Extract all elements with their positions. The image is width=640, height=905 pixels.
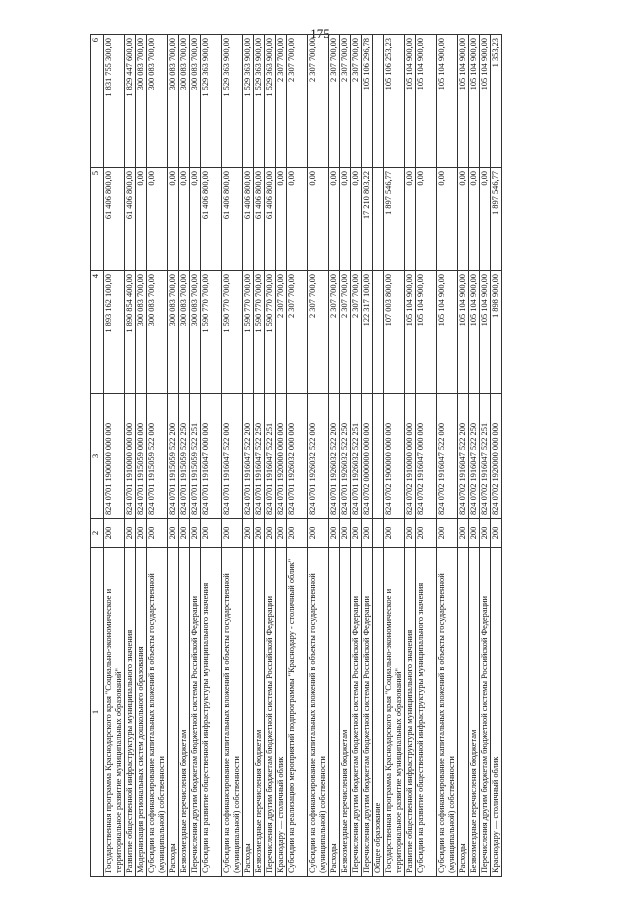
row-name-cell: Развитие общественной инфраструктуры муниципального значения: [405, 548, 416, 877]
row-kbk-cell: 824 0702 1916047 000 000: [416, 394, 437, 519]
row-kbk-cell: 824 0701 1926032 522 251: [351, 394, 362, 519]
row-amount-cell: 2 307 700,00: [340, 271, 351, 394]
row-amount-cell: 2 307 700,00: [329, 271, 340, 394]
table-row: [125, 35, 136, 877]
table-row: [491, 35, 502, 877]
row-result-cell: 300 083 700,00: [190, 35, 201, 168]
row-code-cell: 200: [362, 519, 373, 548]
row-kbk-cell: 824 0702 1910000 000 000: [405, 394, 416, 519]
row-code-cell: 200: [147, 519, 168, 548]
table-row: [373, 35, 384, 877]
row-code-cell: 200: [469, 519, 480, 548]
row-code-cell: 200: [265, 519, 276, 548]
row-kbk-cell: 824 0701 1915059 522 200: [168, 394, 179, 519]
row-result-cell: 1 831 755 300,00: [104, 35, 125, 168]
row-amount-cell: 300 083 700,00: [168, 271, 179, 394]
row-change-cell: 0,00: [308, 168, 329, 271]
table-row: [147, 35, 168, 877]
row-change-cell: 0,00: [276, 168, 287, 271]
table-row: [308, 35, 329, 877]
row-name-cell: Перечисления другим бюджетам бюджетной системы Российской Федерации: [351, 548, 362, 877]
row-code-cell: 200: [168, 519, 179, 548]
column-header-3: 3: [91, 394, 104, 519]
table-row: [287, 35, 308, 877]
table-row: [329, 35, 340, 877]
row-code-cell: 200: [329, 519, 340, 548]
row-result-cell: 300 083 700,00: [179, 35, 190, 168]
row-change-cell: 0,00: [179, 168, 190, 271]
row-name-cell: Расходы: [243, 548, 254, 877]
row-kbk-cell: 824 0701 1916047 522 200: [243, 394, 254, 519]
row-result-cell: [373, 35, 384, 168]
row-change-cell: 1 897 546,77: [384, 168, 405, 271]
row-name-cell: Краснодару — столичный облик: [276, 548, 287, 877]
row-result-cell: 2 307 700,00: [351, 35, 362, 168]
row-result-cell: 105 106 253,23: [384, 35, 405, 168]
row-amount-cell: 105 104 900,00: [416, 271, 437, 394]
row-amount-cell: 105 104 900,00: [469, 271, 480, 394]
row-change-cell: 61 406 800,00: [254, 168, 265, 271]
row-kbk-cell: 824 0701 1915059 522 251: [190, 394, 201, 519]
row-code-cell: 200: [287, 519, 308, 548]
row-name-cell: Безвозмездные перечисления бюджетам: [340, 548, 351, 877]
table-row: [265, 35, 276, 877]
row-amount-cell: 1 590 770 700,00: [243, 271, 254, 394]
row-kbk-cell: 824 0702 1920000 000 000: [491, 394, 502, 519]
row-result-cell: 1 829 447 600,00: [125, 35, 136, 168]
table-row: [416, 35, 437, 877]
row-code-cell: 200: [480, 519, 491, 548]
row-name-cell: Безвозмездные перечисления бюджетам: [469, 548, 480, 877]
column-header-2: 2: [91, 519, 104, 548]
row-code-cell: 200: [458, 519, 469, 548]
row-name-cell: Субсидии на софинансирование капитальных вложений в объекты государственной (муниципальной) собственности: [147, 548, 168, 877]
row-code-cell: 200: [351, 519, 362, 548]
table-row: [437, 35, 458, 877]
row-kbk-cell: 824 0702 1916047 522 250: [469, 394, 480, 519]
row-kbk-cell: 824 0701 1910000 000 000: [125, 394, 136, 519]
row-kbk-cell: 824 0701 1916047 522 250: [254, 394, 265, 519]
row-result-cell: 1 353,23: [491, 35, 502, 168]
row-result-cell: 105 104 900,00: [416, 35, 437, 168]
row-change-cell: 0,00: [287, 168, 308, 271]
row-amount-cell: 1 590 770 700,00: [254, 271, 265, 394]
page-number: 175: [310, 26, 330, 41]
row-result-cell: 2 307 700,00: [276, 35, 287, 168]
row-change-cell: 0,00: [329, 168, 340, 271]
row-amount-cell: 122 317 100,00: [362, 271, 373, 394]
table-row: [362, 35, 373, 877]
row-code-cell: 200: [179, 519, 190, 548]
row-result-cell: 300 083 700,00: [147, 35, 168, 168]
row-change-cell: 0,00: [351, 168, 362, 271]
row-result-cell: 300 083 700,00: [136, 35, 147, 168]
row-amount-cell: 1 898 900,00: [491, 271, 502, 394]
row-kbk-cell: 824 0701 1926032 522 200: [329, 394, 340, 519]
row-name-cell: Субсидии на софинансирование капитальных вложений в объекты государственной (муниципальной) собственности: [308, 548, 329, 877]
row-result-cell: 300 083 700,00: [168, 35, 179, 168]
row-name-cell: Субсидии на реализацию мероприятий подпрограммы "Краснодару - столичный облик": [287, 548, 308, 877]
row-change-cell: 0,00: [340, 168, 351, 271]
row-amount-cell: 1 590 770 700,00: [265, 271, 276, 394]
row-code-cell: 200: [308, 519, 329, 548]
row-kbk-cell: 824 0701 1900000 000 000: [104, 394, 125, 519]
row-code-cell: 200: [340, 519, 351, 548]
budget-table-container: [90, 38, 610, 877]
row-change-cell: 0,00: [136, 168, 147, 271]
row-kbk-cell: 824 0702 1916047 522 200: [458, 394, 469, 519]
row-amount-cell: 107 003 800,00: [384, 271, 405, 394]
table-row: [405, 35, 416, 877]
table-row: [384, 35, 405, 877]
row-change-cell: 61 406 800,00: [104, 168, 125, 271]
row-name-cell: Расходы: [329, 548, 340, 877]
table-row: [254, 35, 265, 877]
row-kbk-cell: [373, 394, 384, 519]
table-row: [276, 35, 287, 877]
table-row: [179, 35, 190, 877]
row-name-cell: Краснодару — столичный облик: [491, 548, 502, 877]
row-kbk-cell: 824 0701 1920000 000 000: [276, 394, 287, 519]
row-change-cell: 0,00: [416, 168, 437, 271]
row-change-cell: 61 406 800,00: [222, 168, 243, 271]
table-row: [168, 35, 179, 877]
row-kbk-cell: 824 0701 1915059 522 250: [179, 394, 190, 519]
row-name-cell: Общее образование: [373, 548, 384, 877]
row-amount-cell: 105 104 900,00: [458, 271, 469, 394]
row-result-cell: 2 307 700,00: [329, 35, 340, 168]
row-kbk-cell: 824 0701 1915059 000 000: [136, 394, 147, 519]
row-change-cell: 0,00: [480, 168, 491, 271]
row-change-cell: 1 897 546,77: [491, 168, 502, 271]
row-code-cell: 200: [201, 519, 222, 548]
row-change-cell: 0,00: [147, 168, 168, 271]
row-code-cell: 200: [276, 519, 287, 548]
row-amount-cell: 1 590 770 700,00: [201, 271, 222, 394]
row-code-cell: 200: [254, 519, 265, 548]
row-change-cell: 0,00: [469, 168, 480, 271]
table-row: [201, 35, 222, 877]
column-header-5: 5: [91, 168, 104, 271]
row-name-cell: Перечисления другим бюджетам бюджетной системы Российской Федерации: [480, 548, 491, 877]
row-code-cell: 200: [136, 519, 147, 548]
row-amount-cell: 1 890 854 400,00: [125, 271, 136, 394]
row-kbk-cell: 824 0701 1916047 000 000: [201, 394, 222, 519]
row-amount-cell: 300 083 700,00: [136, 271, 147, 394]
table-row: [104, 35, 125, 877]
row-amount-cell: 105 104 900,00: [405, 271, 416, 394]
row-code-cell: 200: [437, 519, 458, 548]
row-name-cell: Расходы: [458, 548, 469, 877]
row-kbk-cell: 824 0701 1916047 522 000: [222, 394, 243, 519]
row-change-cell: 0,00: [405, 168, 416, 271]
row-result-cell: 105 104 900,00: [437, 35, 458, 168]
table-row: [469, 35, 480, 877]
table-body: [104, 35, 502, 877]
row-name-cell: Перечисления другим бюджетам бюджетной системы Российской Федерации: [190, 548, 201, 877]
row-amount-cell: 2 307 700,00: [351, 271, 362, 394]
row-amount-cell: 2 307 700,00: [276, 271, 287, 394]
row-name-cell: Субсидии на софинансирование капитальных вложений в объекты государственной (муниципальной) собственности: [222, 548, 243, 877]
budget-table: [90, 34, 502, 877]
row-name-cell: Безвозмездные перечисления бюджетам: [179, 548, 190, 877]
row-result-cell: 105 104 900,00: [405, 35, 416, 168]
row-name-cell: Модернизация региональных систем дошкольного образования: [136, 548, 147, 877]
row-name-cell: Государственная программа Краснодарского края "Социально-экономическое и территориальное развитие муниципальных образований": [104, 548, 125, 877]
table-row: [243, 35, 254, 877]
table-row: [480, 35, 491, 877]
column-header-1: 1: [91, 548, 104, 877]
row-amount-cell: 2 307 700,00: [308, 271, 329, 394]
table-row: [351, 35, 362, 877]
row-name-cell: Субсидии на развитие общественной инфраструктуры муниципального значения: [201, 548, 222, 877]
row-result-cell: 2 307 700,00: [287, 35, 308, 168]
row-kbk-cell: 824 0701 1926032 000 000: [287, 394, 308, 519]
row-kbk-cell: 824 0701 1916047 522 251: [265, 394, 276, 519]
row-result-cell: 2 307 700,00: [340, 35, 351, 168]
row-kbk-cell: 824 0702 1900000 000 000: [384, 394, 405, 519]
row-kbk-cell: 824 0701 1926032 522 000: [308, 394, 329, 519]
row-code-cell: 200: [222, 519, 243, 548]
row-name-cell: Перечисления другим бюджетам бюджетной системы Российской Федерации: [265, 548, 276, 877]
row-kbk-cell: 824 0701 1926032 522 250: [340, 394, 351, 519]
row-code-cell: 200: [125, 519, 136, 548]
row-change-cell: 61 406 800,00: [243, 168, 254, 271]
table-row: [222, 35, 243, 877]
rotated-table-frame: [90, 38, 610, 877]
row-code-cell: 200: [416, 519, 437, 548]
row-result-cell: 1 529 363 900,00: [222, 35, 243, 168]
row-change-cell: [373, 168, 384, 271]
table-row: [136, 35, 147, 877]
column-header-4: 4: [91, 271, 104, 394]
row-name-cell: Субсидии на софинансирование капитальных вложений в объекты государственной (муниципальной) собственности: [437, 548, 458, 877]
row-name-cell: Государственная программа Краснодарского края "Социально-экономическое и территориальное развитие муниципальных образований": [384, 548, 405, 877]
row-amount-cell: [373, 271, 384, 394]
row-result-cell: 1 529 363 900,00: [265, 35, 276, 168]
column-header-6: 6: [91, 35, 104, 168]
row-kbk-cell: 824 0702 1916047 522 000: [437, 394, 458, 519]
row-change-cell: 61 406 800,00: [201, 168, 222, 271]
row-amount-cell: 300 083 700,00: [179, 271, 190, 394]
row-change-cell: 0,00: [190, 168, 201, 271]
row-name-cell: Безвозмездные перечисления бюджетам: [254, 548, 265, 877]
row-change-cell: 0,00: [168, 168, 179, 271]
row-result-cell: 105 104 900,00: [458, 35, 469, 168]
row-result-cell: 2 307 700,00: [308, 35, 329, 168]
row-kbk-cell: 824 0702 1916047 522 251: [480, 394, 491, 519]
row-amount-cell: 300 083 700,00: [190, 271, 201, 394]
row-code-cell: 200: [491, 519, 502, 548]
row-name-cell: Перечисления другим бюджетам бюджетной системы Российской Федерации: [362, 548, 373, 877]
row-change-cell: 61 406 800,00: [125, 168, 136, 271]
row-kbk-cell: 824 0702 0000000 000 000: [362, 394, 373, 519]
row-code-cell: 200: [405, 519, 416, 548]
column-number-row: [91, 35, 104, 877]
row-result-cell: 105 104 900,00: [469, 35, 480, 168]
table-row: [458, 35, 469, 877]
row-code-cell: [373, 519, 384, 548]
row-result-cell: 1 529 363 900,00: [243, 35, 254, 168]
row-amount-cell: 2 307 700,00: [287, 271, 308, 394]
row-code-cell: 200: [384, 519, 405, 548]
row-result-cell: 1 529 363 900,00: [201, 35, 222, 168]
row-change-cell: 17 210 803,22: [362, 168, 373, 271]
row-result-cell: 105 104 900,00: [480, 35, 491, 168]
row-change-cell: 0,00: [437, 168, 458, 271]
row-amount-cell: 105 104 900,00: [480, 271, 491, 394]
row-amount-cell: 105 104 900,00: [437, 271, 458, 394]
table-row: [340, 35, 351, 877]
row-result-cell: 1 529 363 900,00: [254, 35, 265, 168]
row-kbk-cell: 824 0701 1915059 522 000: [147, 394, 168, 519]
row-code-cell: 200: [243, 519, 254, 548]
row-change-cell: 61 406 800,00: [265, 168, 276, 271]
row-code-cell: 200: [190, 519, 201, 548]
row-amount-cell: 300 083 700,00: [147, 271, 168, 394]
row-amount-cell: 1 590 770 700,00: [222, 271, 243, 394]
row-name-cell: Развитие общественной инфраструктуры муниципального значения: [125, 548, 136, 877]
row-change-cell: 0,00: [458, 168, 469, 271]
row-name-cell: Субсидии на развитие общественной инфраструктуры муниципального значения: [416, 548, 437, 877]
table-row: [190, 35, 201, 877]
row-code-cell: 200: [104, 519, 125, 548]
row-name-cell: Расходы: [168, 548, 179, 877]
row-amount-cell: 1 893 162 100,00: [104, 271, 125, 394]
row-result-cell: 105 106 296,78: [362, 35, 373, 168]
